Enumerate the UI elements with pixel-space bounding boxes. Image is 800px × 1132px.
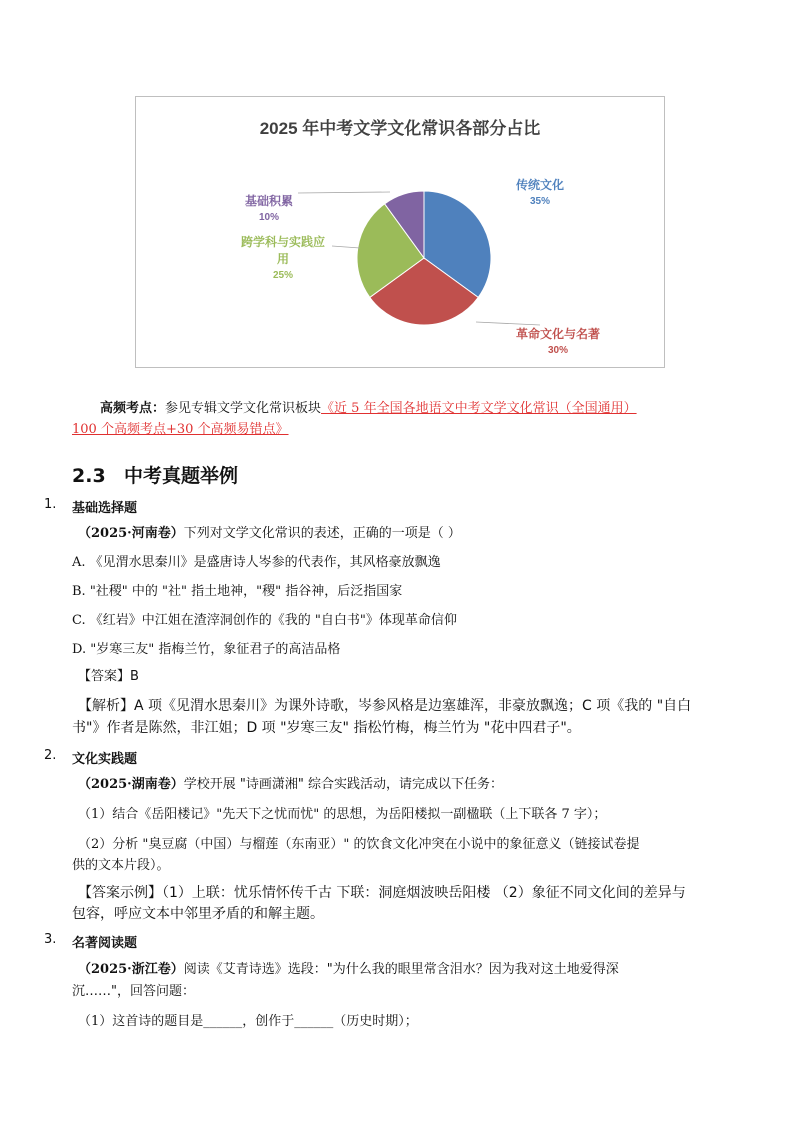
slice-label-0: 传统文化 [515, 178, 565, 192]
intro-line [100, 399, 637, 419]
slice-value-0: 35% [529, 196, 551, 207]
q1-option-c: C. 《红岩》中江姐在渣滓洞创作的《我的 "自白书"》体现革命信仰 [72, 613, 457, 628]
slice-label-2-line1: 用 [276, 252, 290, 266]
q1-answer: 【答案】B [78, 669, 139, 684]
q2-stem: 学校开展 "诗画潇湘" 综合实践活动，请完成以下任务： [183, 777, 503, 792]
q1-option-b: B. "社稷" 中的 "社" 指土地神，"稷" 指谷神，后泛指国家 [72, 584, 403, 599]
q1-source: （2025·河南卷） [78, 526, 184, 541]
pie-chart-canvas [136, 97, 664, 367]
q2-answer-line1: 【答案示例】（1）上联：忧乐情怀传千古 下联：洞庭烟波映岳阳楼 （2）象征不同文化间的差异与 [78, 885, 686, 901]
chart-title: 2025 年中考文学文化常识各部分占比 [259, 119, 541, 138]
intro-text: 参见专辑文学文化常识板块 [165, 401, 322, 416]
q1-analysis-line1: 【解析】A 项《见渭水思秦川》为课外诗歌，岑参风格是边塞雄浑，非豪放飘逸；C 项《我的 "自白 [78, 698, 692, 714]
leader-line-1 [476, 322, 540, 325]
section-title: 中考真题举例 [124, 465, 239, 487]
slice-value-2: 25% [272, 270, 294, 281]
q3-stem-line2: 沉……"，回答问题： [72, 984, 195, 999]
intro-link-line2[interactable]: 100 个高频考点+30 个高频易错点》 [72, 422, 289, 437]
q2-stem-line [78, 775, 503, 795]
intro-link-line1[interactable]: 《近 5 年全国各地语文中考文学文化常识（全国通用） [321, 401, 637, 416]
q3-source: （2025·浙江卷） [78, 962, 184, 977]
q3-task1: （1）这首诗的题目是______，创作于______（历史时期）； [78, 1014, 418, 1029]
slice-label-2-line0: 跨学科与实践应 [240, 235, 326, 249]
section-number: 2.3 [72, 465, 106, 487]
slice-value-3: 10% [258, 212, 280, 223]
q3-stem-line [78, 960, 619, 980]
section-heading [72, 461, 238, 488]
slice-label-3: 基础积累 [244, 194, 294, 208]
slice-value-1: 30% [547, 345, 569, 356]
q2-task2-line1: （2）分析 "臭豆腐（中国）与榴莲（东南亚）" 的饮食文化冲突在小说中的象征意义（链接试卷提 [78, 837, 640, 852]
q2-task1: （1）结合《岳阳楼记》"先天下之忧而忧" 的思想，为岳阳楼拟一副楹联（上下联各 7 字）； [78, 807, 607, 822]
q3-number: 3. [44, 932, 57, 947]
q2-task2-line2: 供的文本片段）。 [72, 858, 170, 873]
q1-option-a: A. 《见渭水思秦川》是盛唐诗人岑参的代表作，其风格豪放飘逸 [72, 555, 441, 570]
q1-number: 1. [44, 497, 57, 512]
q3-title: 名著阅读题 [72, 936, 138, 951]
leader-line-3 [298, 192, 390, 193]
q2-title: 文化实践题 [72, 752, 138, 767]
q1-analysis-line2: 书"》作者是陈然，非江姐；D 项 "岁寒三友" 指松竹梅，梅兰竹为 "花中四君子"。 [72, 720, 581, 736]
slice-label-1: 革命文化与名著 [515, 327, 601, 341]
q2-source: （2025·湖南卷） [78, 777, 184, 792]
intro-line-2 [72, 420, 289, 440]
q1-title: 基础选择题 [72, 501, 138, 516]
q2-answer-line2: 包容，呼应文本中邻里矛盾的和解主题。 [72, 906, 324, 922]
pie-chart [135, 96, 665, 368]
q1-stem-line [78, 524, 461, 544]
q3-stem-line1: 阅读《艾青诗选》选段："为什么我的眼里常含泪水？因为我对这土地爱得深 [183, 962, 619, 977]
leader-line-2 [332, 246, 360, 248]
intro-label: 高频考点： [100, 401, 166, 416]
q1-option-d: D. "岁寒三友" 指梅兰竹，象征君子的高洁品格 [72, 642, 341, 657]
q1-stem: 下列对文学文化常识的表述，正确的一项是（ ） [183, 526, 461, 541]
q2-number: 2. [44, 748, 57, 763]
